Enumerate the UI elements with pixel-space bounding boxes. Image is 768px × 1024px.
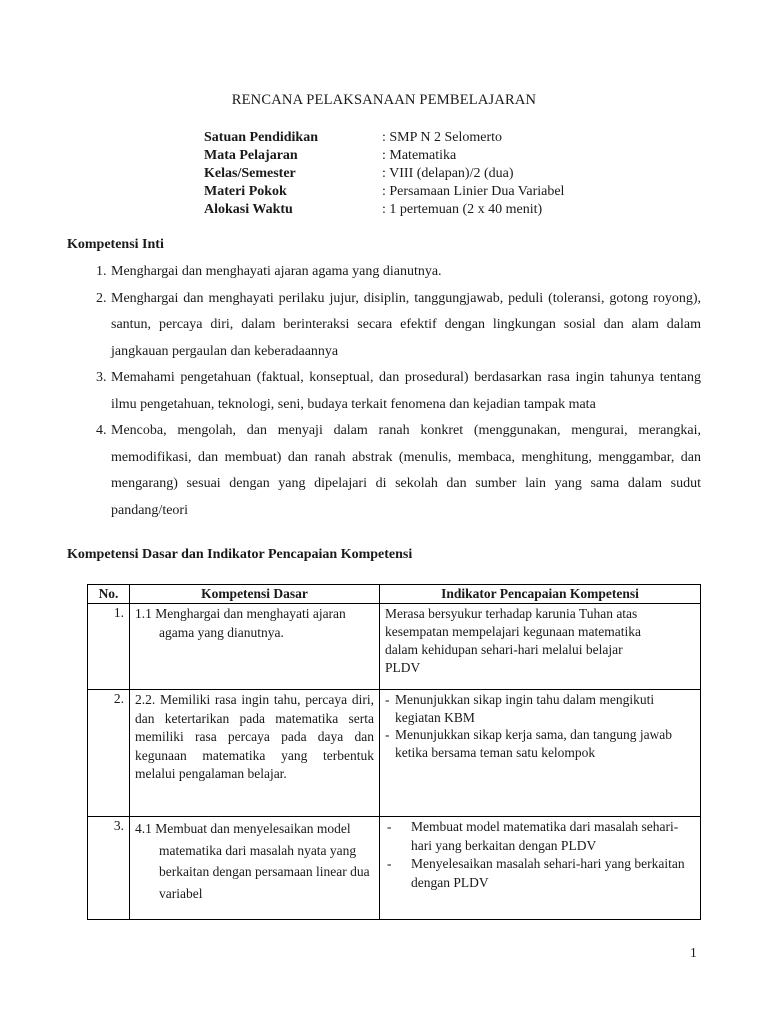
list-item <box>67 418 701 524</box>
table-header-row <box>88 585 701 604</box>
meta-label: Mata Pelajaran <box>204 148 298 163</box>
indicator-line: dalam kehidupan sehari-hari melalui belajar <box>385 642 623 657</box>
meta-row-mata-pelajaran <box>204 147 564 165</box>
indicator-text: Membuat model matematika dari masalah sehari-hari yang berkaitan dengan PLDV <box>411 819 679 853</box>
row-number: 3. <box>88 817 130 920</box>
list-item-text: Menghargai dan menghayati perilaku jujur, disiplin, tanggungjawab, peduli (toleransi, gotong royong), santun, percaya diri, dalam berinteraksi secara efektif dengan lingkungan sosial dan alam dalam jangkauan pergaulan dan keberadaannya <box>111 290 701 359</box>
meta-value: : Persamaan Linier Dua Variabel <box>382 184 565 199</box>
kd-cell <box>130 604 380 690</box>
indicator-bullet: - Menunjukkan sikap kerja sama, dan tangung jawab ketika bersama teman satu kelompok <box>385 727 673 760</box>
list-item <box>67 259 701 286</box>
meta-label: Kelas/Semester <box>204 166 296 181</box>
indicator-cell <box>380 604 701 690</box>
kd-text: 2.2. Memiliki rasa ingin tahu, percaya diri, dan ketertarikan pada matematika serta memiliki rasa percaya pada daya dan kegunaan matematika yang terbentuk melalui pengalaman belajar. <box>135 692 374 781</box>
kompetensi-dasar-table <box>87 584 701 920</box>
row-number: 1. <box>88 604 130 690</box>
meta-value: : Matematika <box>382 148 457 163</box>
meta-label: Satuan Pendidikan <box>204 130 318 145</box>
column-header-kompetensi-dasar: Kompetensi Dasar <box>130 585 380 604</box>
list-item-number: 2. <box>96 290 107 306</box>
meta-value: : SMP N 2 Selomerto <box>382 130 503 145</box>
indicator-cell <box>380 817 701 920</box>
table-row <box>88 604 701 690</box>
list-item-number: 1. <box>96 264 107 279</box>
indicator-text: Menyelesaikan masalah sehari-hari yang berkaitan dengan PLDV <box>411 856 685 890</box>
meta-label: Materi Pokok <box>204 184 287 199</box>
meta-row-satuan-pendidikan <box>204 129 564 147</box>
kd-cell <box>130 817 380 920</box>
list-item-text: Mencoba, mengolah, dan menyaji dalam ranah konkret (menggunakan, mengurai, merangkai, memodifikasi, dan membuat) dan ranah abstrak (menulis, membaca, menghitung, menggambar, dan mengarang) sesuai dengan yang dipelajari di sekolah dan sumber lain yang sama dalam sudut pandang/teori <box>111 423 701 518</box>
meta-row-materi-pokok <box>204 183 564 201</box>
indicator-text: Menunjukkan sikap ingin tahu dalam mengikuti kegiatan KBM <box>395 692 655 725</box>
list-item <box>67 365 701 418</box>
kompetensi-dasar-heading: Kompetensi Dasar dan Indikator Pencapaian Kompetensi <box>67 547 413 562</box>
indicator-bullet: - Menunjukkan sikap ingin tahu dalam mengikuti kegiatan KBM <box>385 692 655 725</box>
meta-value: : 1 pertemuan (2 x 40 menit) <box>382 202 543 217</box>
indicator-cell <box>380 690 701 817</box>
row-number: 2. <box>88 690 130 817</box>
list-item <box>67 286 701 366</box>
meta-row-kelas-semester <box>204 165 564 183</box>
kd-cell <box>130 690 380 817</box>
table-row <box>88 690 701 817</box>
indicator-line: Merasa bersyukur terhadap karunia Tuhan atas <box>385 606 638 621</box>
column-header-indikator: Indikator Pencapaian Kompetensi <box>380 585 701 604</box>
indicator-text: Menunjukkan sikap kerja sama, dan tangung jawab ketika bersama teman satu kelompok <box>395 727 673 760</box>
list-item-text: Memahami pengetahuan (faktual, konseptual, dan prosedural) berdasarkan rasa ingin tahunya tentang ilmu pengetahuan, teknologi, seni, budaya terkait fenomena dan kejadian tampak mata <box>111 370 701 412</box>
list-item-number: 3. <box>96 370 107 385</box>
document-title: RENCANA PELAKSANAAN PEMBELAJARAN <box>231 92 537 108</box>
kd-text: 1.1 Menghargai dan menghayati ajaran agama yang dianutnya. <box>135 606 346 640</box>
kompetensi-inti-heading: Kompetensi Inti <box>67 237 164 252</box>
list-item-number: 4. <box>96 423 107 438</box>
list-item-text: Menghargai dan menghayati ajaran agama yang dianutnya. <box>111 264 442 279</box>
page-number: 1 <box>690 945 697 960</box>
table-row <box>88 817 701 920</box>
identity-block <box>204 129 564 219</box>
indicator-bullet: - Menyelesaikan masalah sehari-hari yang berkaitan dengan PLDV <box>387 856 685 890</box>
kd-text: 4.1 Membuat dan menyelesaikan model matematika dari masalah nyata yang berkaitan dengan persamaan linear dua variabel <box>135 821 370 901</box>
meta-value: : VIII (delapan)/2 (dua) <box>382 166 514 181</box>
indicator-line: PLDV <box>385 660 421 675</box>
column-header-no: No. <box>88 585 130 604</box>
meta-row-alokasi-waktu <box>204 201 564 219</box>
meta-label: Alokasi Waktu <box>204 202 293 217</box>
indicator-line: kesempatan mempelajari kegunaan matematika <box>385 624 642 639</box>
kompetensi-inti-list <box>67 259 701 524</box>
indicator-bullet: - Membuat model matematika dari masalah sehari-hari yang berkaitan dengan PLDV <box>387 819 679 853</box>
